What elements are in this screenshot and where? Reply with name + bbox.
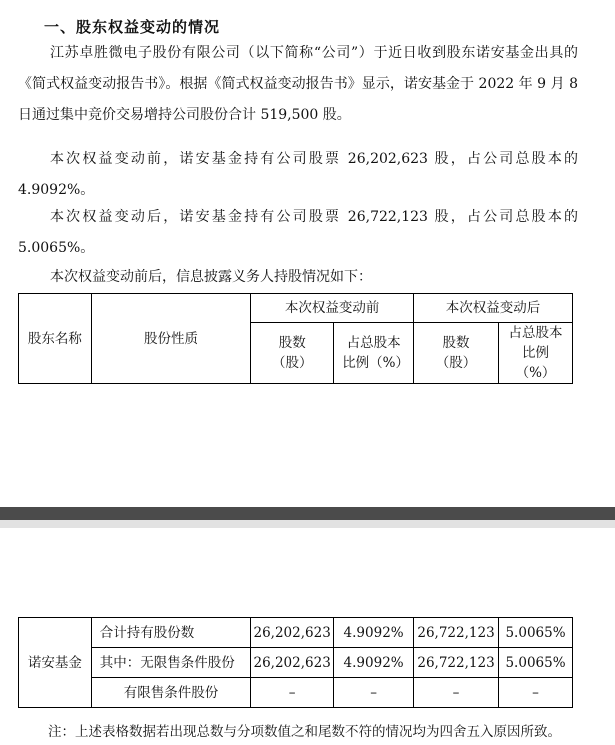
paragraph-after-change: 本次权益变动后，诺安基金持有公司股票 26,722,123 股，占公司总股本的 5.0065%。 <box>18 209 578 256</box>
header-before-change: 本次权益变动前 <box>251 294 414 323</box>
paragraph-report-notice: 江苏卓胜微电子股份有限公司（以下简称“公司”）于近日收到股东诺安基金出具的《简式权益变动报告书》。根据《简式权益变动报告书》显示，诺安基金于 2022 年 9 月 8 日通过集中竞价交易增持公司股份合计 519,500 股。 <box>18 45 578 123</box>
cell-ratio-after: – <box>499 678 573 708</box>
cell-shares-after: – <box>414 678 499 708</box>
cell-shares-after: 26,722,123 <box>414 648 499 678</box>
header-ratio-before: 占总股本比例（%） <box>334 323 414 384</box>
cell-ratio-before: – <box>334 678 414 708</box>
cell-shares-before: 26,202,623 <box>251 648 334 678</box>
cell-ratio-after: 5.0065% <box>499 648 573 678</box>
page-separator-shadow <box>0 520 615 528</box>
page-separator <box>0 507 615 520</box>
header-shareholder-name: 股东名称 <box>19 294 92 384</box>
cell-shares-after: 26,722,123 <box>414 618 499 648</box>
header-after-change: 本次权益变动后 <box>414 294 573 323</box>
cell-nature: 合计持有股份数 <box>91 618 250 648</box>
header-share-nature: 股份性质 <box>91 294 250 384</box>
table-row <box>19 648 573 678</box>
holdings-table-body <box>18 617 573 708</box>
table-row <box>19 618 573 648</box>
cell-nature: 有限售条件股份 <box>91 678 250 708</box>
header-ratio-after: 占总股本比例（%） <box>499 323 573 384</box>
cell-nature: 其中：无限售条件股份 <box>91 648 250 678</box>
table-footnote: 注：上述表格数据若出现总数与分项数值之和尾数不符的情况均为四舍五入原因所致。 <box>48 724 561 740</box>
section-heading: 一、股东权益变动的情况 <box>44 18 221 36</box>
header-shares-after: 股数（股） <box>414 323 499 384</box>
table-row <box>19 678 573 708</box>
cell-ratio-before: 4.9092% <box>334 648 414 678</box>
paragraph-before-change: 本次权益变动前，诺安基金持有公司股票 26,202,623 股，占公司总股本的 4.9092%。 <box>18 151 578 198</box>
cell-ratio-before: 4.9092% <box>334 618 414 648</box>
cell-shares-before: – <box>251 678 334 708</box>
cell-shareholder: 诺安基金 <box>19 618 92 708</box>
cell-shares-before: 26,202,623 <box>251 618 334 648</box>
cell-ratio-after: 5.0065% <box>499 618 573 648</box>
holdings-table-header <box>18 293 573 384</box>
paragraph-table-intro: 本次权益变动前后，信息披露义务人持股情况如下： <box>50 269 372 285</box>
header-shares-before: 股数（股） <box>251 323 334 384</box>
